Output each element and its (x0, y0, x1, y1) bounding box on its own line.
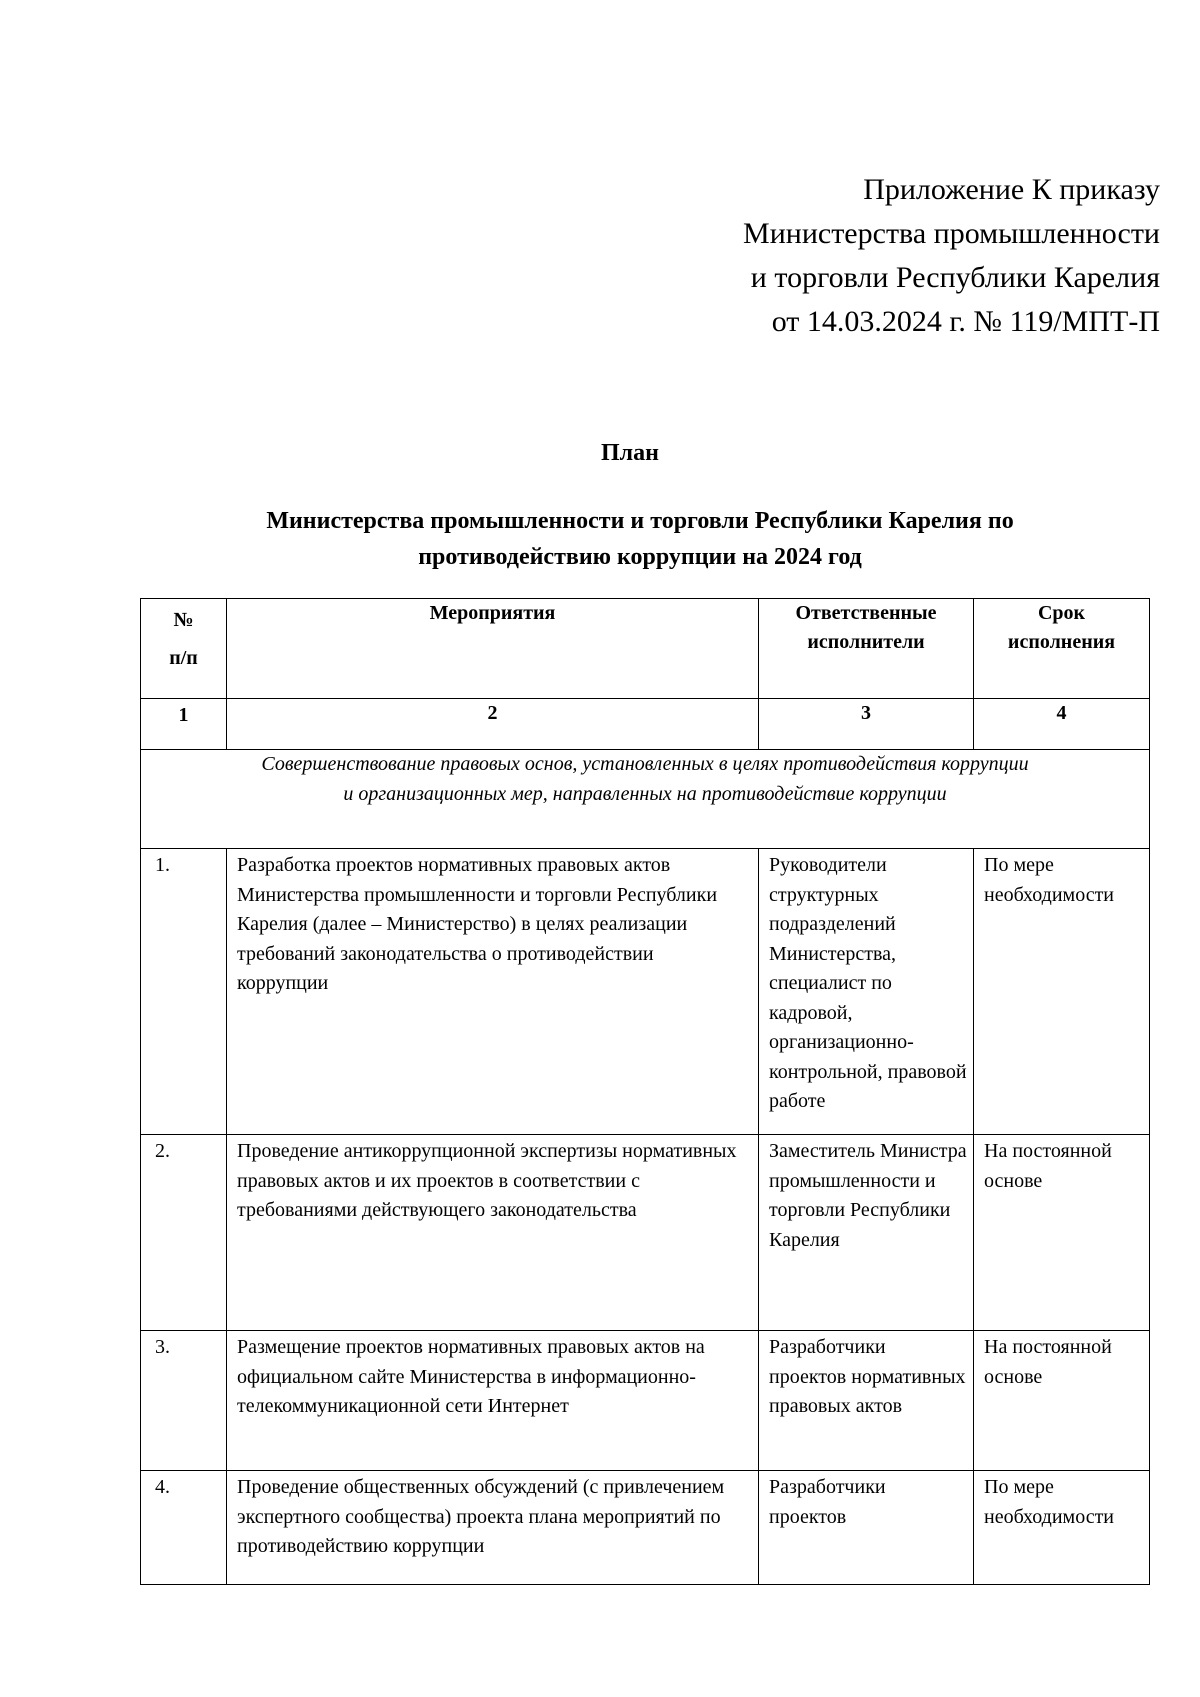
plan-subtitle-line-2: противодействию коррупции на 2024 год (418, 544, 862, 570)
column-number-row (141, 699, 1150, 750)
row-activity: Разработка проектов нормативных правовых актов Министерства промышленности и торговли Республики Карелия (далее – Министерство) в целях реализации требований законодательства о противодействии коррупции (227, 849, 759, 1135)
column-number-4: 4 (974, 699, 1150, 750)
table-row (141, 1331, 1150, 1471)
table-header-row (141, 599, 1150, 699)
table-row (141, 849, 1150, 1135)
section-title-line-2: и организационных мер, направленных на противодействие коррупции (343, 782, 947, 805)
plan-subtitle-line-1: Министерства промышленности и торговли Республики Карелия по (266, 508, 1014, 534)
row-deadline: На постоянной основе (974, 1331, 1150, 1471)
approval-line-3: и торговли Республики Карелия (750, 261, 1160, 294)
table-row (141, 1135, 1150, 1331)
row-number: 1. (141, 849, 227, 1135)
column-number-2: 2 (227, 699, 759, 750)
row-responsible: Руководители структурных подразделений Министерства, специалист по кадровой, организационно-контрольной, правовой работе (759, 849, 974, 1135)
row-responsible: Разработчики проектов (759, 1471, 974, 1585)
header-activities: Мероприятия (227, 599, 759, 699)
plan-table (140, 598, 1150, 1585)
header-deadline-line-2: исполнения (1007, 631, 1116, 653)
section-title (141, 750, 1150, 849)
approval-line-2: Министерства промышленности (743, 217, 1160, 250)
header-num (141, 599, 227, 699)
row-number: 4. (141, 1471, 227, 1585)
header-num-line-2: п/п (169, 647, 198, 669)
row-deadline: По мере необходимости (974, 1471, 1150, 1585)
approval-block (640, 168, 1160, 344)
header-deadline-line-1: Срок (1037, 602, 1086, 624)
header-num-line-1: № (173, 609, 194, 631)
row-activity: Проведение общественных обсуждений (с привлечением экспертного сообщества) проекта плана мероприятий по противодействию коррупции (227, 1471, 759, 1585)
row-responsible: Заместитель Министра промышленности и торговли Республики Карелия (759, 1135, 974, 1331)
approval-line-1: Приложение К приказу (863, 173, 1160, 206)
row-activity: Размещение проектов нормативных правовых актов на официальном сайте Министерства в информационно-телекоммуникационной сети Интернет (227, 1331, 759, 1471)
row-responsible: Разработчики проектов нормативных правовых актов (759, 1331, 974, 1471)
header-responsible (759, 599, 974, 699)
header-responsible-line-2: исполнители (807, 631, 925, 653)
header-deadline (974, 599, 1150, 699)
approval-line-4: от 14.03.2024 г. № 119/МПТ-П (771, 305, 1160, 338)
header-responsible-line-1: Ответственные (795, 602, 937, 624)
row-activity: Проведение антикоррупционной экспертизы нормативных правовых актов и их проектов в соответствии с требованиями действующего законодательства (227, 1135, 759, 1331)
row-deadline: На постоянной основе (974, 1135, 1150, 1331)
column-number-3: 3 (759, 699, 974, 750)
section-title-line-1: Совершенствование правовых основ, установленных в целях противодействия коррупции (261, 753, 1029, 775)
column-number-1: 1 (141, 699, 227, 750)
table-row (141, 1471, 1150, 1585)
row-deadline: По мере необходимости (974, 849, 1150, 1135)
plan-subtitle (140, 503, 1140, 575)
plan-heading: План (601, 440, 659, 466)
row-number: 2. (141, 1135, 227, 1331)
section-row (141, 750, 1150, 849)
row-number: 3. (141, 1331, 227, 1471)
